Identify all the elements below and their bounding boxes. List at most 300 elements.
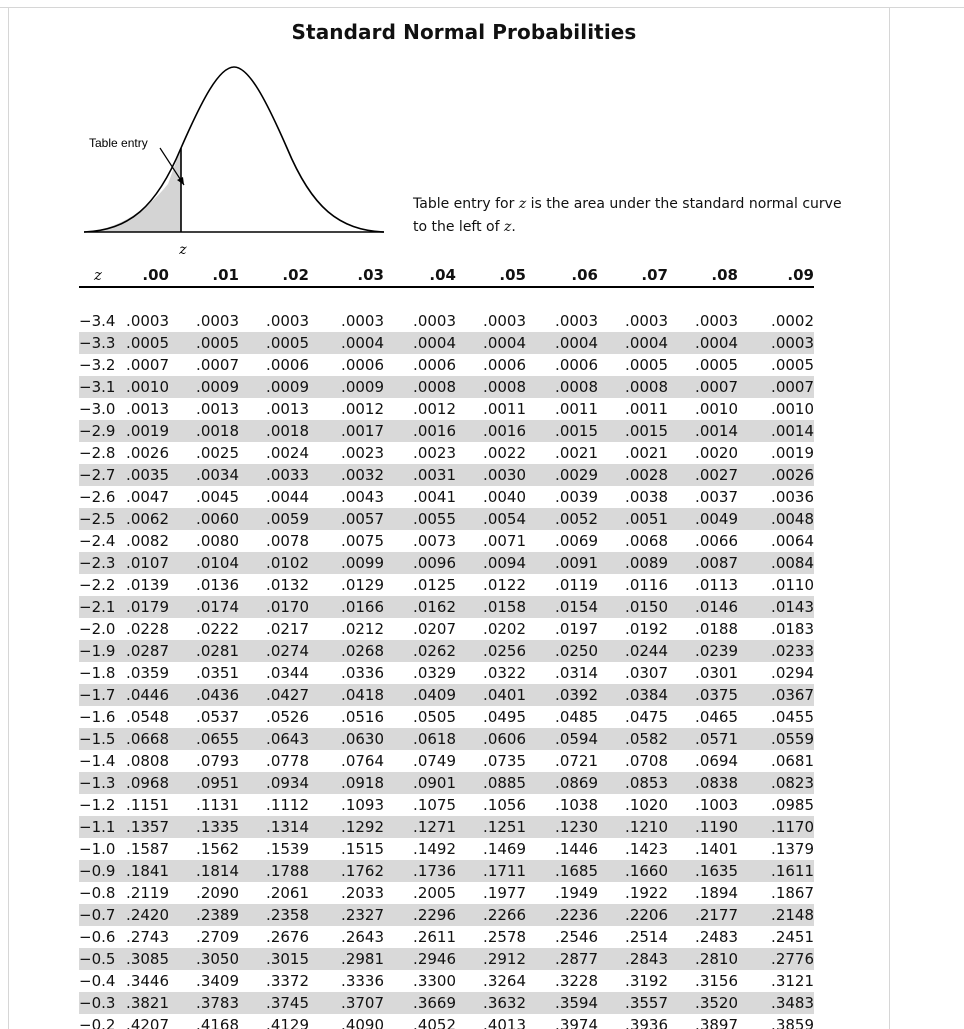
probability-cell: .0594 bbox=[526, 728, 598, 750]
probability-cell: .0329 bbox=[413, 664, 456, 682]
probability-cell: .3783 bbox=[169, 992, 239, 1014]
probability-cell: .0017 bbox=[309, 420, 384, 442]
header-spacer bbox=[79, 287, 814, 310]
probability-cell: .0049 bbox=[668, 508, 738, 530]
probability-cell: .0154 bbox=[526, 596, 598, 618]
probability-cell: .0087 bbox=[668, 552, 738, 574]
probability-cell: .0122 bbox=[483, 576, 526, 594]
probability-cell: .0019 bbox=[117, 420, 169, 442]
probability-cell: .0021 bbox=[625, 444, 668, 462]
table-row bbox=[79, 618, 814, 640]
table-row bbox=[79, 992, 814, 1014]
probability-cell: .1003 bbox=[695, 796, 738, 814]
probability-cell: .2266 bbox=[456, 904, 526, 926]
probability-cell: .1587 bbox=[126, 840, 169, 858]
probability-cell: .2546 bbox=[555, 928, 598, 946]
table-row bbox=[79, 508, 814, 530]
probability-cell: .0003 bbox=[413, 312, 456, 330]
probability-cell: .2843 bbox=[598, 948, 668, 970]
probability-cell: .0028 bbox=[598, 464, 668, 486]
table-row bbox=[79, 838, 814, 860]
probability-cell: .0007 bbox=[126, 356, 169, 374]
probability-cell: .2119 bbox=[126, 884, 169, 902]
probability-cell: .0008 bbox=[384, 376, 456, 398]
probability-cell: .0026 bbox=[738, 464, 814, 486]
probability-cell: .0094 bbox=[456, 552, 526, 574]
probability-cell: .1469 bbox=[483, 840, 526, 858]
probability-cell: .3192 bbox=[625, 972, 668, 990]
probability-cell: .0505 bbox=[413, 708, 456, 726]
probability-cell: .0951 bbox=[169, 772, 239, 794]
probability-cell: .1922 bbox=[625, 884, 668, 902]
probability-cell: .0002 bbox=[771, 312, 814, 330]
probability-cell: .0392 bbox=[526, 684, 598, 706]
probability-cell: .0026 bbox=[126, 444, 169, 462]
z-value-cell: −3.4 bbox=[79, 312, 116, 330]
probability-cell: .0344 bbox=[266, 664, 309, 682]
column-header: .02 bbox=[239, 264, 309, 287]
z-value-cell: −2.2 bbox=[79, 576, 116, 594]
z-value-cell: −3.0 bbox=[79, 400, 116, 418]
probability-cell: .1038 bbox=[555, 796, 598, 814]
column-header: .06 bbox=[526, 264, 598, 287]
z-value-cell: −0.9 bbox=[79, 862, 116, 880]
probability-cell: .1446 bbox=[555, 840, 598, 858]
table-entry-label: Table entry bbox=[89, 136, 148, 150]
probability-cell: .0301 bbox=[695, 664, 738, 682]
probability-cell: .0436 bbox=[169, 684, 239, 706]
probability-cell: .0116 bbox=[625, 576, 668, 594]
probability-cell: .0059 bbox=[239, 508, 309, 530]
probability-cell: .0069 bbox=[555, 532, 598, 550]
probability-cell: .1112 bbox=[266, 796, 309, 814]
z-value-cell: −2.1 bbox=[79, 598, 116, 616]
probability-cell: .0336 bbox=[341, 664, 384, 682]
probability-cell: .0838 bbox=[668, 772, 738, 794]
probability-cell: .2483 bbox=[695, 928, 738, 946]
probability-cell: .0004 bbox=[456, 332, 526, 354]
probability-cell: .1190 bbox=[668, 816, 738, 838]
probability-cell: .2061 bbox=[266, 884, 309, 902]
probability-cell: .0446 bbox=[117, 684, 169, 706]
probability-cell: .0188 bbox=[695, 620, 738, 638]
z-value-cell: −1.9 bbox=[79, 642, 116, 660]
table-row bbox=[79, 728, 814, 750]
probability-cell: .2206 bbox=[598, 904, 668, 926]
probability-cell: .1711 bbox=[456, 860, 526, 882]
probability-cell: .2981 bbox=[309, 948, 384, 970]
probability-cell: .0048 bbox=[738, 508, 814, 530]
probability-cell: .1949 bbox=[555, 884, 598, 902]
probability-cell: .0384 bbox=[598, 684, 668, 706]
probability-cell: .0013 bbox=[196, 400, 239, 418]
probability-cell: .0548 bbox=[126, 708, 169, 726]
z-value-cell: −2.8 bbox=[79, 444, 116, 462]
probability-cell: .0003 bbox=[483, 312, 526, 330]
probability-cell: .2033 bbox=[341, 884, 384, 902]
probability-cell: .0091 bbox=[526, 552, 598, 574]
probability-cell: .0307 bbox=[625, 664, 668, 682]
column-header: .08 bbox=[668, 264, 738, 287]
probability-cell: .3974 bbox=[555, 1016, 598, 1029]
probability-cell: .2877 bbox=[526, 948, 598, 970]
probability-cell: .0015 bbox=[598, 420, 668, 442]
z-value-cell: −3.3 bbox=[79, 334, 116, 352]
probability-cell: .1736 bbox=[384, 860, 456, 882]
table-row bbox=[79, 706, 814, 728]
probability-cell: .0021 bbox=[555, 444, 598, 462]
probability-cell: .0643 bbox=[239, 728, 309, 750]
probability-cell: .0735 bbox=[483, 752, 526, 770]
probability-cell: .3372 bbox=[266, 972, 309, 990]
probability-cell: .0102 bbox=[239, 552, 309, 574]
probability-cell: .0006 bbox=[341, 356, 384, 374]
probability-cell: .1271 bbox=[384, 816, 456, 838]
probability-cell: .1357 bbox=[117, 816, 169, 838]
probability-cell: .2005 bbox=[413, 884, 456, 902]
probability-cell: .0104 bbox=[169, 552, 239, 574]
probability-cell: .0016 bbox=[456, 420, 526, 442]
z-value-cell: −3.2 bbox=[79, 356, 116, 374]
table-row bbox=[79, 310, 814, 332]
probability-cell: .0040 bbox=[483, 488, 526, 506]
probability-cell: .0985 bbox=[771, 796, 814, 814]
probability-cell: .2090 bbox=[196, 884, 239, 902]
table-row bbox=[79, 640, 814, 662]
probability-cell: .0003 bbox=[341, 312, 384, 330]
probability-cell: .2451 bbox=[771, 928, 814, 946]
probability-cell: .0005 bbox=[695, 356, 738, 374]
page-title: Standard Normal Probabilities bbox=[291, 20, 637, 44]
probability-cell: .0008 bbox=[526, 376, 598, 398]
table-caption: Table entry for z is the area under the standard normal curve to the left of z. bbox=[413, 196, 842, 235]
z-column-header: z bbox=[79, 264, 117, 287]
probability-cell: .2236 bbox=[526, 904, 598, 926]
table-row bbox=[79, 486, 814, 508]
table-row bbox=[79, 354, 814, 376]
probability-cell: .0901 bbox=[384, 772, 456, 794]
probability-cell: .0606 bbox=[456, 728, 526, 750]
probability-cell: .0427 bbox=[239, 684, 309, 706]
table-row bbox=[79, 750, 814, 772]
probability-cell: .0681 bbox=[771, 752, 814, 770]
table-row bbox=[79, 662, 814, 684]
probability-cell: .0495 bbox=[483, 708, 526, 726]
column-header: .01 bbox=[169, 264, 239, 287]
probability-cell: .0006 bbox=[555, 356, 598, 374]
z-value-cell: −1.4 bbox=[79, 752, 116, 770]
probability-cell: .0015 bbox=[526, 420, 598, 442]
probability-cell: .0008 bbox=[456, 376, 526, 398]
probability-cell: .2946 bbox=[384, 948, 456, 970]
probability-cell: .2148 bbox=[738, 904, 814, 926]
probability-cell: .0409 bbox=[384, 684, 456, 706]
z-value-cell: −1.2 bbox=[79, 796, 116, 814]
probability-cell: .0170 bbox=[239, 596, 309, 618]
probability-cell: .0012 bbox=[413, 400, 456, 418]
probability-cell: .0582 bbox=[598, 728, 668, 750]
probability-cell: .1335 bbox=[169, 816, 239, 838]
probability-cell: .3669 bbox=[384, 992, 456, 1014]
probability-cell: .0007 bbox=[196, 356, 239, 374]
probability-cell: .0099 bbox=[309, 552, 384, 574]
probability-cell: .3228 bbox=[555, 972, 598, 990]
probability-cell: .0004 bbox=[384, 332, 456, 354]
probability-cell: .0174 bbox=[169, 596, 239, 618]
probability-cell: .0066 bbox=[695, 532, 738, 550]
probability-cell: .0073 bbox=[413, 532, 456, 550]
table-row bbox=[79, 904, 814, 926]
probability-cell: .0020 bbox=[695, 444, 738, 462]
probability-cell: .2177 bbox=[668, 904, 738, 926]
probability-cell: .0037 bbox=[695, 488, 738, 506]
probability-cell: .0004 bbox=[598, 332, 668, 354]
table-row bbox=[79, 794, 814, 816]
probability-cell: .0057 bbox=[309, 508, 384, 530]
probability-cell: .0024 bbox=[266, 444, 309, 462]
probability-cell: .1539 bbox=[266, 840, 309, 858]
probability-cell: .0212 bbox=[341, 620, 384, 638]
table-row bbox=[79, 552, 814, 574]
probability-cell: .0005 bbox=[625, 356, 668, 374]
probability-cell: .0022 bbox=[483, 444, 526, 462]
z-value-cell: −0.5 bbox=[79, 950, 116, 968]
probability-cell: .0139 bbox=[126, 576, 169, 594]
probability-cell: .0032 bbox=[309, 464, 384, 486]
probability-cell: .0014 bbox=[668, 420, 738, 442]
probability-cell: .0158 bbox=[456, 596, 526, 618]
probability-cell: .0418 bbox=[309, 684, 384, 706]
probability-cell: .0018 bbox=[169, 420, 239, 442]
probability-cell: .3085 bbox=[117, 948, 169, 970]
probability-cell: .0119 bbox=[555, 576, 598, 594]
probability-cell: .0045 bbox=[196, 488, 239, 506]
probability-cell: .0044 bbox=[266, 488, 309, 506]
probability-cell: .1075 bbox=[413, 796, 456, 814]
probability-cell: .0179 bbox=[117, 596, 169, 618]
probability-cell: .0003 bbox=[625, 312, 668, 330]
probability-cell: .0014 bbox=[738, 420, 814, 442]
probability-cell: .1379 bbox=[771, 840, 814, 858]
probability-cell: .0314 bbox=[555, 664, 598, 682]
probability-cell: .3859 bbox=[771, 1016, 814, 1029]
probability-cell: .0006 bbox=[483, 356, 526, 374]
table-row bbox=[79, 376, 814, 398]
probability-cell: .0668 bbox=[117, 728, 169, 750]
table-row bbox=[79, 574, 814, 596]
table-row bbox=[79, 684, 814, 706]
probability-cell: .0027 bbox=[668, 464, 738, 486]
probability-cell: .0055 bbox=[384, 508, 456, 530]
table-row bbox=[79, 882, 814, 904]
probability-cell: .1762 bbox=[309, 860, 384, 882]
probability-cell: .0019 bbox=[771, 444, 814, 462]
probability-cell: .2358 bbox=[239, 904, 309, 926]
probability-cell: .1292 bbox=[309, 816, 384, 838]
probability-cell: .0132 bbox=[266, 576, 309, 594]
probability-cell: .3483 bbox=[738, 992, 814, 1014]
probability-cell: .3050 bbox=[169, 948, 239, 970]
probability-cell: .0708 bbox=[625, 752, 668, 770]
z-value-cell: −1.0 bbox=[79, 840, 116, 858]
table-row bbox=[79, 332, 814, 354]
probability-cell: .2676 bbox=[266, 928, 309, 946]
probability-cell: .0183 bbox=[771, 620, 814, 638]
probability-cell: .3557 bbox=[598, 992, 668, 1014]
probability-cell: .0150 bbox=[598, 596, 668, 618]
probability-cell: .1131 bbox=[196, 796, 239, 814]
probability-cell: .0537 bbox=[196, 708, 239, 726]
probability-cell: .1685 bbox=[526, 860, 598, 882]
probability-cell: .0010 bbox=[771, 400, 814, 418]
z-value-cell: −1.6 bbox=[79, 708, 116, 726]
probability-cell: .0113 bbox=[695, 576, 738, 594]
probability-cell: .0222 bbox=[196, 620, 239, 638]
probability-cell: .0003 bbox=[695, 312, 738, 330]
probability-cell: .0778 bbox=[266, 752, 309, 770]
z-value-cell: −0.2 bbox=[79, 1016, 116, 1029]
probability-cell: .0003 bbox=[555, 312, 598, 330]
probability-cell: .0721 bbox=[555, 752, 598, 770]
column-header: .07 bbox=[598, 264, 668, 287]
probability-cell: .0475 bbox=[625, 708, 668, 726]
probability-cell: .0618 bbox=[384, 728, 456, 750]
probability-cell: .3300 bbox=[413, 972, 456, 990]
probability-cell: .0143 bbox=[738, 596, 814, 618]
probability-cell: .0516 bbox=[341, 708, 384, 726]
table-header-row bbox=[79, 264, 814, 287]
probability-cell: .2776 bbox=[738, 948, 814, 970]
probability-cell: .3707 bbox=[309, 992, 384, 1014]
probability-cell: .0009 bbox=[239, 376, 309, 398]
probability-cell: .0068 bbox=[625, 532, 668, 550]
probability-cell: .0294 bbox=[771, 664, 814, 682]
probability-cell: .1093 bbox=[341, 796, 384, 814]
probability-cell: .3632 bbox=[456, 992, 526, 1014]
probability-cell: .0125 bbox=[413, 576, 456, 594]
probability-cell: .0630 bbox=[309, 728, 384, 750]
z-value-cell: −2.9 bbox=[79, 422, 116, 440]
probability-cell: .0749 bbox=[413, 752, 456, 770]
probability-cell: .0207 bbox=[413, 620, 456, 638]
probability-cell: .1611 bbox=[738, 860, 814, 882]
probability-cell: .0162 bbox=[384, 596, 456, 618]
probability-cell: .0011 bbox=[555, 400, 598, 418]
probability-cell: .0262 bbox=[384, 640, 456, 662]
probability-cell: .1210 bbox=[598, 816, 668, 838]
z-value-cell: −2.3 bbox=[79, 554, 116, 572]
probability-cell: .0007 bbox=[668, 376, 738, 398]
probability-cell: .0089 bbox=[598, 552, 668, 574]
probability-cell: .0034 bbox=[169, 464, 239, 486]
probability-cell: .0071 bbox=[483, 532, 526, 550]
probability-cell: .0129 bbox=[341, 576, 384, 594]
probability-cell: .0281 bbox=[169, 640, 239, 662]
probability-cell: .0934 bbox=[239, 772, 309, 794]
probability-cell: .0010 bbox=[117, 376, 169, 398]
probability-cell: .0006 bbox=[266, 356, 309, 374]
probability-cell: .0035 bbox=[117, 464, 169, 486]
shaded-area bbox=[84, 148, 181, 232]
table-row bbox=[79, 464, 814, 486]
probability-cell: .0009 bbox=[169, 376, 239, 398]
probability-cell: .0064 bbox=[771, 532, 814, 550]
z-value-cell: −0.6 bbox=[79, 928, 116, 946]
probability-cell: .1660 bbox=[598, 860, 668, 882]
table-row bbox=[79, 420, 814, 442]
probability-cell: .0062 bbox=[117, 508, 169, 530]
probability-cell: .0250 bbox=[526, 640, 598, 662]
probability-cell: .0455 bbox=[771, 708, 814, 726]
probability-cell: .0869 bbox=[526, 772, 598, 794]
column-header: .05 bbox=[456, 264, 526, 287]
document-page bbox=[8, 8, 890, 1029]
table-row bbox=[79, 970, 814, 992]
probability-cell: .0038 bbox=[625, 488, 668, 506]
probability-cell: .0885 bbox=[456, 772, 526, 794]
probability-cell: .1170 bbox=[738, 816, 814, 838]
z-value-cell: −2.4 bbox=[79, 532, 116, 550]
z-axis-label: z bbox=[179, 242, 187, 258]
probability-cell: .0322 bbox=[483, 664, 526, 682]
probability-cell: .0005 bbox=[239, 332, 309, 354]
probability-cell: .0233 bbox=[738, 640, 814, 662]
probability-cell: .0004 bbox=[668, 332, 738, 354]
probability-cell: .0571 bbox=[668, 728, 738, 750]
probability-cell: .1562 bbox=[196, 840, 239, 858]
probability-cell: .3594 bbox=[526, 992, 598, 1014]
z-table bbox=[79, 264, 814, 1029]
z-value-cell: −2.0 bbox=[79, 620, 116, 638]
probability-cell: .0003 bbox=[126, 312, 169, 330]
probability-cell: .0268 bbox=[309, 640, 384, 662]
probability-cell: .2389 bbox=[169, 904, 239, 926]
probability-cell: .0051 bbox=[598, 508, 668, 530]
column-header: .00 bbox=[117, 264, 169, 287]
probability-cell: .0080 bbox=[196, 532, 239, 550]
probability-cell: .0023 bbox=[413, 444, 456, 462]
z-value-cell: −1.3 bbox=[79, 774, 116, 792]
probability-cell: .0192 bbox=[625, 620, 668, 638]
probability-cell: .0359 bbox=[126, 664, 169, 682]
probability-cell: .4129 bbox=[266, 1016, 309, 1029]
probability-cell: .0007 bbox=[738, 376, 814, 398]
z-value-cell: −0.7 bbox=[79, 906, 116, 924]
table-row bbox=[79, 1014, 814, 1029]
table-row bbox=[79, 860, 814, 882]
z-value-cell: −1.7 bbox=[79, 686, 116, 704]
probability-cell: .0136 bbox=[196, 576, 239, 594]
probability-cell: .0005 bbox=[169, 332, 239, 354]
table-row bbox=[79, 530, 814, 552]
probability-cell: .0004 bbox=[526, 332, 598, 354]
probability-cell: .3520 bbox=[668, 992, 738, 1014]
probability-cell: .0023 bbox=[341, 444, 384, 462]
probability-cell: .0853 bbox=[598, 772, 668, 794]
probability-cell: .1977 bbox=[483, 884, 526, 902]
probability-cell: .0202 bbox=[483, 620, 526, 638]
table-row bbox=[79, 596, 814, 618]
table-row bbox=[79, 398, 814, 420]
probability-cell: .0351 bbox=[196, 664, 239, 682]
probability-cell: .1492 bbox=[413, 840, 456, 858]
probability-cell: .0239 bbox=[668, 640, 738, 662]
probability-cell: .0274 bbox=[239, 640, 309, 662]
probability-cell: .2296 bbox=[384, 904, 456, 926]
probability-cell: .3409 bbox=[196, 972, 239, 990]
probability-cell: .0244 bbox=[598, 640, 668, 662]
table-row bbox=[79, 772, 814, 794]
